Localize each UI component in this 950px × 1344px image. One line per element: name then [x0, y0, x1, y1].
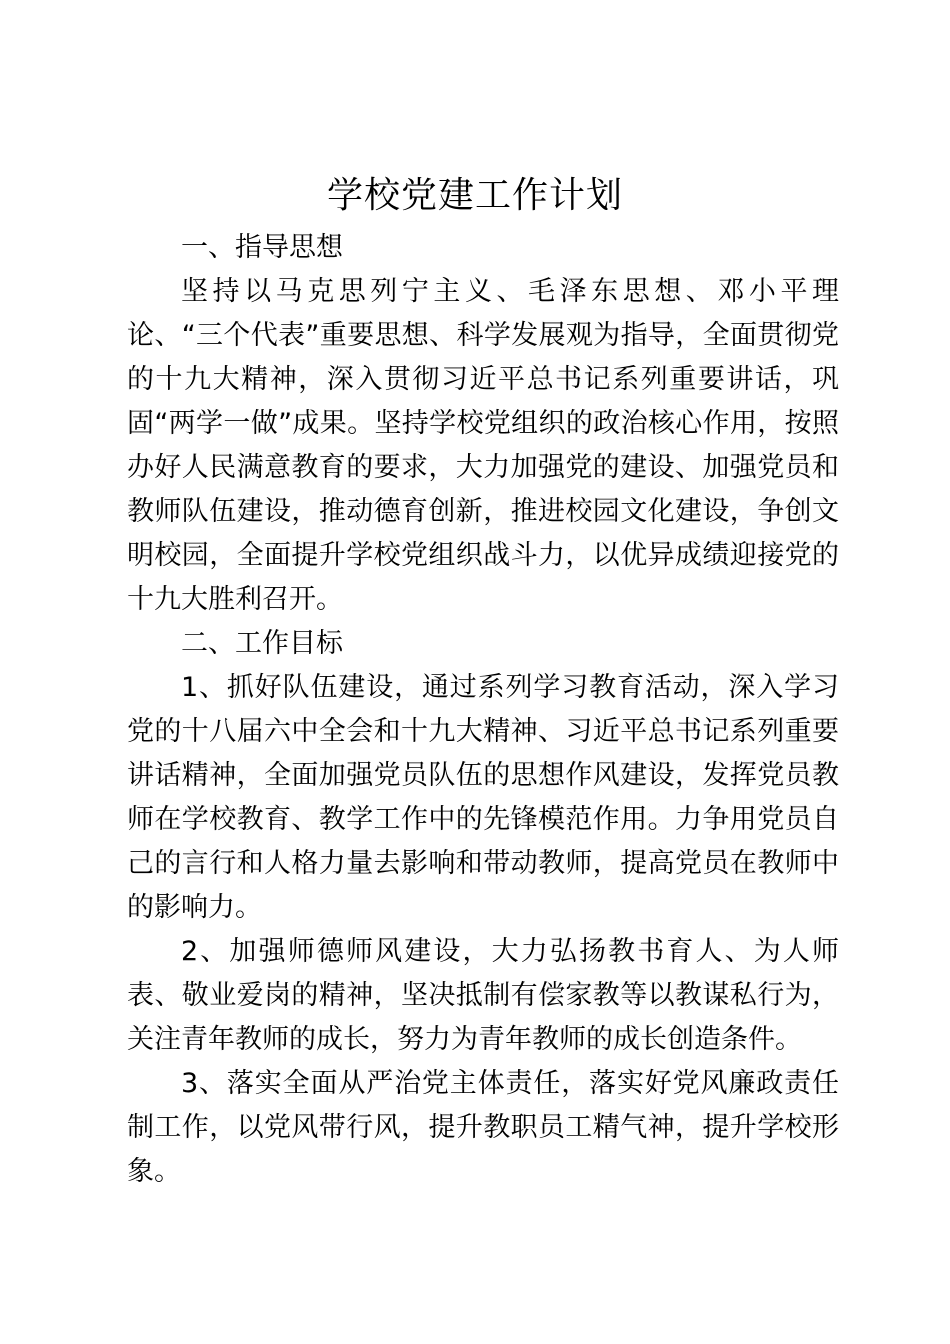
section-heading-work-goals: 二、工作目标 [181, 628, 343, 659]
document-body [127, 226, 839, 1194]
paragraph-goal-3: 3、落实全面从严治党主体责任，落实好党风廉政责任制工作，以党风带行风，提升教职员工精气神，提升学校形象。 [127, 1068, 839, 1187]
paragraph-goal-2: 2、加强师德师风建设，大力弘扬教书育人、为人师表、敬业爱岗的精神，坚决抵制有偿家教等以教谋私行为，关注青年教师的成长，努力为青年教师的成长创造条件。 [127, 936, 839, 1055]
paragraph-guiding-ideology: 坚持以马克思列宁主义、毛泽东思想、邓小平理论、“三个代表”重要思想、科学发展观为指导，全面贯彻党的十九大精神，深入贯彻习近平总书记系列重要讲话，巩固“两学一做”成果。坚持学校党组织的政治核心作用，按照办好人民满意教育的要求，大力加强党的建设、加强党员和教师队伍建设，推动德育创新，推进校园文化建设，争创文明校园，全面提升学校党组织战斗力，以优异成绩迎接党的十九大胜利召开。 [127, 276, 839, 615]
paragraph-goal-1: 1、抓好队伍建设，通过系列学习教育活动，深入学习党的十八届六中全会和十九大精神、习近平总书记系列重要讲话精神，全面加强党员队伍的思想作风建设，发挥党员教师在学校教育、教学工作中的先锋模范作用。力争用党员自己的言行和人格力量去影响和带动教师，提高党员在教师中的影响力。 [127, 672, 839, 923]
document-title: 学校党建工作计划 [326, 175, 623, 216]
section-heading-guiding-ideology: 一、指导思想 [181, 232, 343, 263]
